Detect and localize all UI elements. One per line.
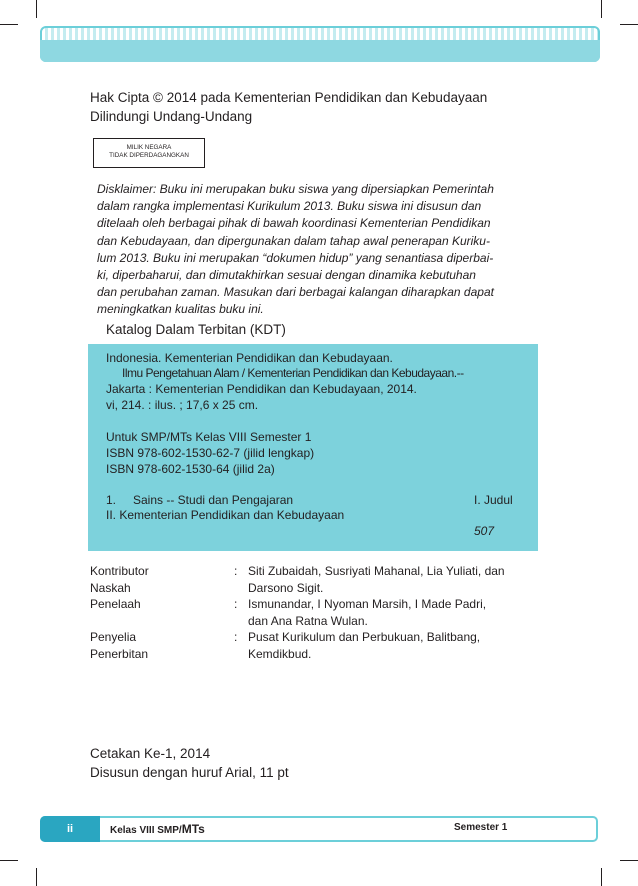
credit-value xyxy=(248,596,528,629)
catalog-subject: Sains -- Studi dan Pengajaran xyxy=(133,493,294,507)
credit-value-line: Darsono Sigit. xyxy=(248,580,324,595)
disclaimer-line: lum 2013. Buku ini merupakan “dokumen hidup” yang senantiasa diperbai- xyxy=(97,250,494,265)
typeface-note: Disusun dengan huruf Arial, 11 pt xyxy=(90,765,289,780)
stamp-line-2: TIDAK DIPERDAGANGKAN xyxy=(109,152,189,159)
catalog-box xyxy=(88,344,538,551)
credit-label: Penyelia Penerbitan xyxy=(90,630,149,661)
stamp-line-1: MILIK NEGARA xyxy=(126,144,172,151)
header-band-fill xyxy=(40,40,600,62)
catalog-title-entry: I. Judul xyxy=(474,493,513,507)
disclaimer-line: Disklaimer: Buku ini merupakan buku siswa yang dipersiapkan Pemerintah xyxy=(97,182,494,196)
page-number: ii xyxy=(40,816,100,842)
crop-mark xyxy=(0,24,18,25)
catalog-isbn-volume: ISBN 978-602-1530-64 (jilid 2a) xyxy=(106,462,275,476)
credit-colon: : xyxy=(234,564,238,578)
credit-value-line: Kemdikbud. xyxy=(248,646,312,661)
credit-colon: : xyxy=(234,597,238,611)
copyright-block xyxy=(90,88,487,126)
catalog-book-title: Ilmu Pengetahuan Alam / Kementerian Pendidikan dan Kebudayaan.-- xyxy=(122,366,464,380)
catalog-classification: 507 xyxy=(474,524,495,538)
disclaimer-line: dan Kebudayaan, dan dipergunakan dalam tahap awal penerapan Kuriku- xyxy=(97,233,490,248)
printing-edition: Cetakan Ke-1, 2014 xyxy=(90,746,211,761)
credit-label: Kontributor Naskah xyxy=(90,564,149,595)
crop-mark xyxy=(36,868,37,886)
credit-value-line: Ismunandar, I Nyoman Marsih, I Made Padri, xyxy=(248,597,487,611)
disclaimer-line: meningkatkan kualitas buku ini. xyxy=(97,302,264,317)
catalog-subject-secondary: II. Kementerian Pendidikan dan Kebudayaan xyxy=(106,508,345,522)
footer-mts-text: MTs xyxy=(181,822,205,836)
disclaimer-line: ki, diperbaharui, dan dimutakhirkan sesuai dengan dinamika kebutuhan xyxy=(97,268,476,283)
credit-label: Penelaah xyxy=(90,597,141,611)
footer-book-label xyxy=(110,822,205,836)
catalog-publisher: Jakarta : Kementerian Pendidikan dan Kebudayaan, 2014. xyxy=(106,382,417,396)
footer-class-text: Kelas VIII SMP/ xyxy=(110,825,182,836)
catalog-physical: vi, 214. : ilus. ; 17,6 x 25 cm. xyxy=(106,398,259,412)
copyright-protection: Dilindungi Undang-Undang xyxy=(90,109,253,124)
credit-value xyxy=(248,629,528,662)
credit-colon: : xyxy=(234,630,238,644)
catalog-isbn-full: ISBN 978-602-1530-62-7 (jilid lengkap) xyxy=(106,446,315,460)
catalog-author: Indonesia. Kementerian Pendidikan dan Kebudayaan. xyxy=(106,351,393,365)
crop-mark xyxy=(36,0,37,18)
credit-value-line: Siti Zubaidah, Susriyati Mahanal, Lia Yuliati, dan xyxy=(248,564,505,578)
copyright-line: Hak Cipta © 2014 pada Kementerian Pendidikan dan Kebudayaan xyxy=(90,90,488,105)
catalog-title: Katalog Dalam Terbitan (KDT) xyxy=(106,322,286,337)
crop-mark xyxy=(0,860,18,861)
credit-value-line: dan Ana Ratna Wulan. xyxy=(248,613,368,628)
printing-info xyxy=(90,744,289,782)
credit-value-line: Pusat Kurikulum dan Perbukuan, Balitbang, xyxy=(248,630,481,644)
catalog-subject-number: 1. xyxy=(106,493,117,507)
disclaimer xyxy=(97,181,531,319)
crop-mark xyxy=(620,860,638,861)
footer-semester: Semester 1 xyxy=(454,822,508,833)
catalog-audience: Untuk SMP/MTs Kelas VIII Semester 1 xyxy=(106,430,312,444)
crop-mark xyxy=(601,0,602,18)
disclaimer-line: ditelaah oleh berbagai pihak di bawah koordinasi Kementerian Pendidikan xyxy=(97,216,491,231)
state-property-stamp xyxy=(93,138,205,168)
crop-mark xyxy=(601,868,602,886)
disclaimer-line: dan perubahan zaman. Masukan dari berbagai kalangan diharapkan dapat xyxy=(97,285,494,300)
credit-value xyxy=(248,563,528,596)
disclaimer-line: dalam rangka implementasi Kurikulum 2013. Buku siswa ini disusun dan xyxy=(97,199,482,214)
crop-mark xyxy=(620,24,638,25)
